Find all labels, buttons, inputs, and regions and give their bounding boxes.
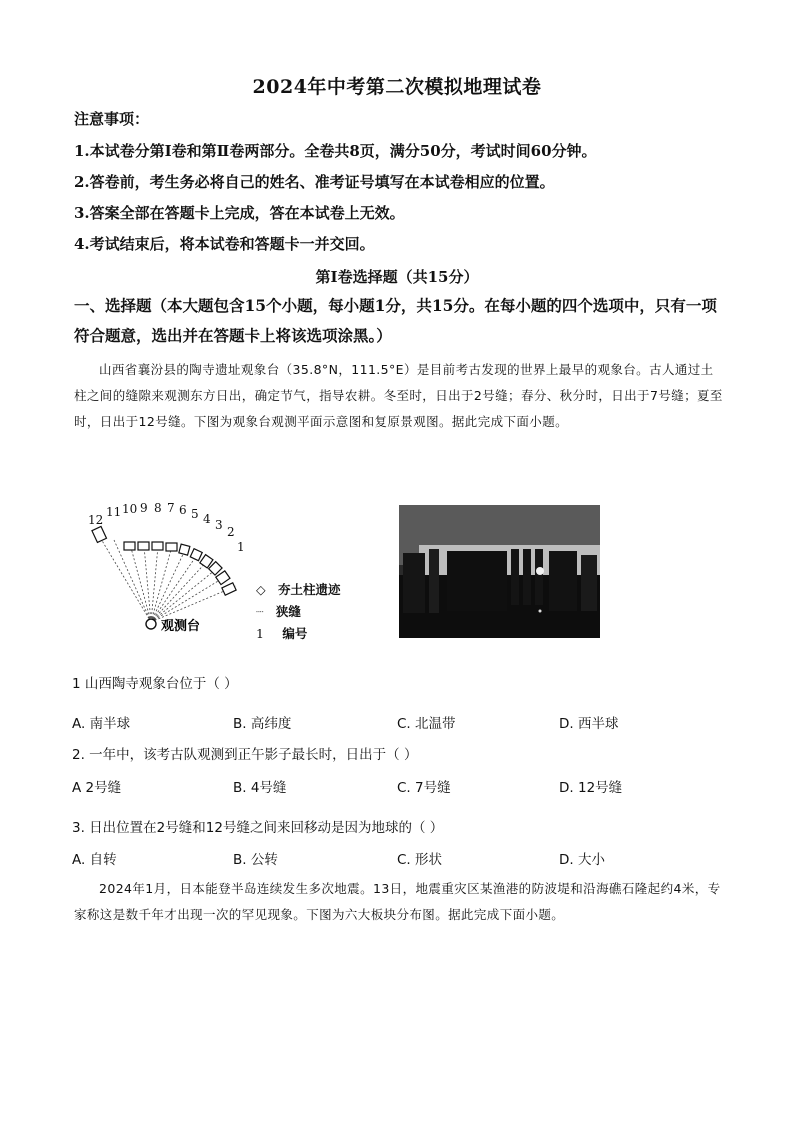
notice-item: 1.本试卷分第Ⅰ卷和第Ⅱ卷两部分。全卷共8页，满分50分，考试时间60分钟。: [74, 142, 597, 160]
option-b[interactable]: B. 公转: [233, 852, 278, 868]
notice-heading: 注意事项：: [74, 110, 150, 128]
rammed-earth-pillars: [92, 526, 236, 595]
observation-platform-icon: [146, 619, 156, 629]
option-a[interactable]: A. 南半球: [72, 716, 131, 732]
slit-number: 9: [140, 501, 148, 515]
restored-landscape-photo: [399, 505, 600, 638]
legend-label: 夯土柱遗迹: [277, 582, 341, 597]
option-c[interactable]: C. 北温带: [397, 716, 456, 732]
question-stem: 2. 一年中，该考古队观测到正午影子最长时，日出于（ ）: [72, 747, 418, 763]
legend-item-pillar: [256, 580, 341, 598]
part1-title: 第Ⅰ卷选择题（共15分）: [315, 268, 479, 286]
passage-observatory: 山西省襄汾县的陶寺遗址观象台（35.8°N，111.5°E）是目前考古发现的世界上最早的观象台。古人通过土柱之间的缝隙来观测东方日出，确定节气，指导农耕。冬至时，日出于2号缝；春分、秋分时，日出于7号缝；夏至时，日出于12号缝。下图为观象台观测平面示意图和复原景观图。据此完成下面小题。: [74, 362, 723, 429]
notice-item: 2.答卷前，考生务必将自己的姓名、准考证号填写在本试卷相应的位置。: [74, 173, 555, 191]
legend-item-slit: [256, 602, 301, 620]
slit-number: 10: [122, 502, 138, 516]
slit-number: 12: [88, 513, 104, 527]
slit-number: 11: [106, 505, 122, 519]
option-d[interactable]: D. 大小: [559, 852, 605, 868]
slit-number: 8: [154, 501, 162, 515]
notice-item: 4.考试结束后，将本试卷和答题卡一并交回。: [74, 235, 375, 253]
page-title: 2024年中考第二次模拟地理试卷: [252, 76, 542, 98]
observatory-plan-diagram: [82, 498, 382, 646]
legend-label: 编号: [282, 626, 308, 641]
option-a[interactable]: A 2号缝: [72, 780, 122, 796]
question-stem: 1 山西陶寺观象台位于（ ）: [72, 676, 238, 692]
legend-item-number: [256, 624, 307, 642]
option-a[interactable]: A. 自转: [72, 852, 117, 868]
slit-number: 5: [191, 507, 199, 521]
observatory-photo-image: [399, 505, 600, 638]
option-c[interactable]: C. 形状: [397, 852, 443, 868]
dotted-line-icon: ┈: [256, 604, 264, 619]
slit-number: 4: [203, 512, 211, 526]
slit-number: 2: [227, 525, 235, 539]
number-symbol: 1: [256, 626, 264, 641]
option-b[interactable]: B. 高纬度: [233, 716, 292, 732]
legend-label: 狭缝: [275, 604, 301, 619]
diamond-icon: ◇: [256, 582, 266, 597]
option-b[interactable]: B. 4号缝: [233, 780, 287, 796]
option-d[interactable]: D. 12号缝: [559, 780, 623, 796]
notice-item: 3.答案全部在答题卡上完成，答在本试卷上无效。: [74, 204, 405, 222]
passage-earthquake: 2024年1月，日本能登半岛连续发生多次地震。13日，地震重灾区某渔港的防波堤和沿海礁石隆起约4米，专家称这是数千年才出现一次的罕见现象。下图为六大板块分布图。据此完成下面小题。: [74, 881, 721, 922]
slit-number: 3: [215, 518, 223, 532]
option-d[interactable]: D. 西半球: [559, 716, 619, 732]
slit-number: 6: [179, 503, 187, 517]
platform-label: 观测台: [161, 619, 201, 634]
option-c[interactable]: C. 7号缝: [397, 780, 451, 796]
slit-number: 7: [167, 501, 175, 515]
slit-number: 1: [237, 540, 245, 554]
question-stem: 3. 日出位置在2号缝和12号缝之间来回移动是因为地球的（ ）: [72, 820, 444, 836]
section-heading: 一、选择题（本大题包含15个小题，每小题1分，共15分。在每小题的四个选项中，只有一项符合题意，选出并在答题卡上将该选项涂黑。）: [74, 296, 717, 345]
